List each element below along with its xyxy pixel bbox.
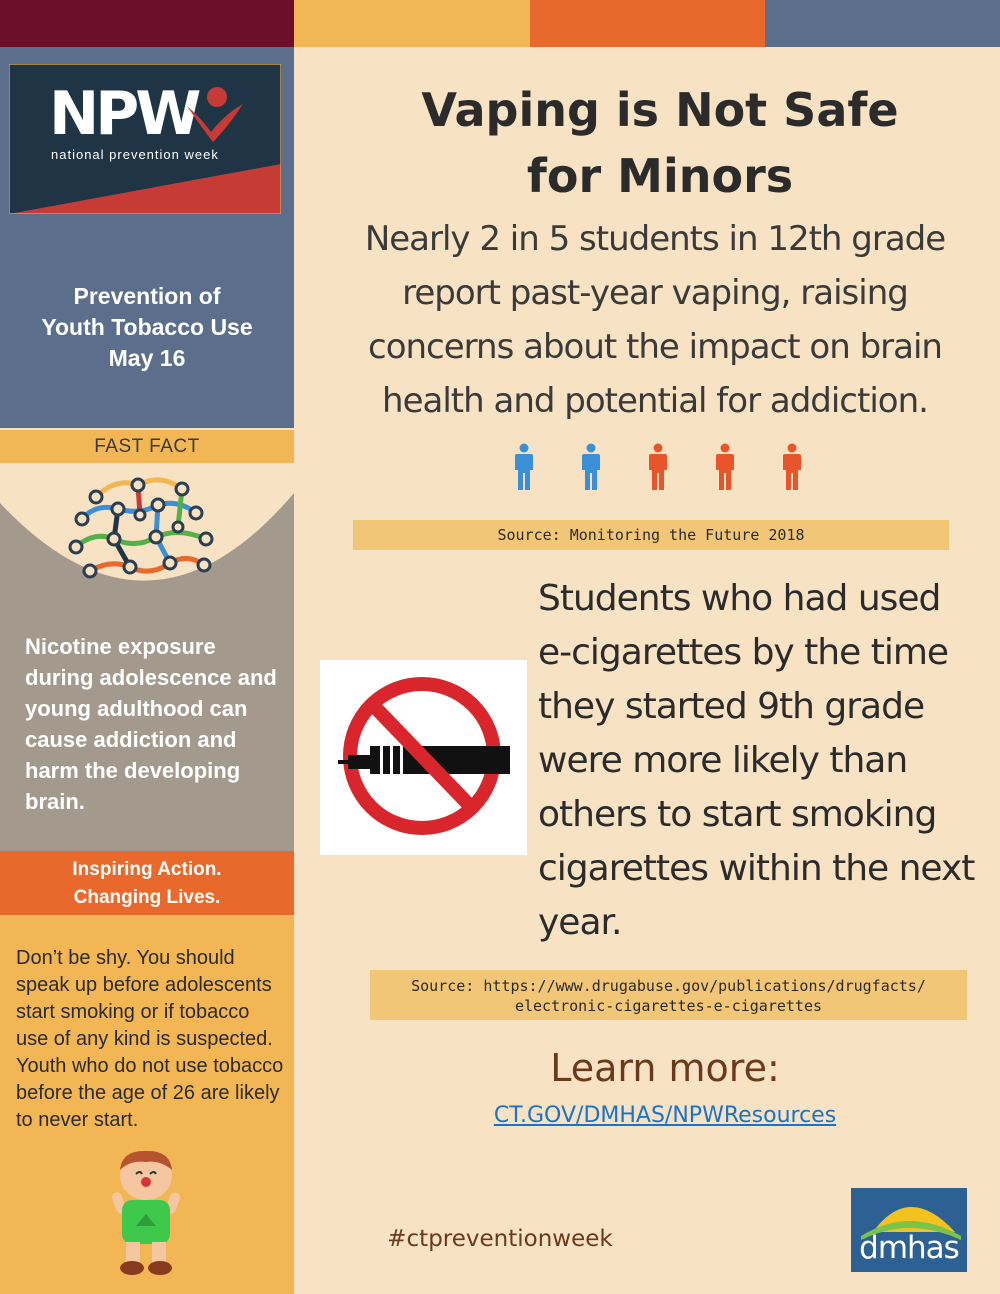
e-cig-fact-line-5: others to start smoking [538,794,937,835]
e-cig-fact-line-6: cigarettes within the next [538,848,975,889]
person-icon-blue [580,443,602,491]
npw-logo-text: NPW [49,79,198,149]
tagline-line-2: Changing Lives. [73,887,221,908]
brain-network-icon [66,467,218,593]
person-icon-blue [513,443,535,491]
main-title-line-1: Vaping is Not Safe [421,83,899,137]
student-figures [505,443,815,491]
lead-line-4: health and potential for addiction. [382,381,928,421]
theme-line-2: Youth Tobacco Use [41,314,253,340]
lead-line-1: Nearly 2 in 5 students in 12th grade [364,219,946,259]
dmhas-logo-text: dmhas [859,1230,959,1266]
source-2-line-2: electronic-cigarettes-e-cigarettes [514,997,823,1015]
person-icon-orange [647,443,669,491]
fast-fact-label: FAST FACT [0,430,294,463]
resources-link[interactable]: CT.GOV/DMHAS/NPWResources [493,1103,837,1128]
source-bar-1 [353,520,949,550]
top-bar-orange [530,0,765,47]
source-1-text: Source: Monitoring the Future 2018 [497,526,805,544]
e-cig-fact [538,572,978,950]
person-icon-orange [781,443,803,491]
person-icon-orange [714,443,736,491]
dmhas-logo [851,1188,967,1272]
main-title-line-2: for Minors [526,149,794,203]
theme-date: May 16 [108,345,186,371]
tagline-bar [0,851,294,915]
cartoon-kid-illustration [100,1148,192,1282]
e-cig-fact-line-2: e-cigarettes by the time [538,632,949,673]
person-check-icon [181,84,245,144]
top-bar-yellow [294,0,530,47]
e-cig-fact-line-3: they started 9th grade [538,686,925,727]
source-bar-2 [370,970,967,1020]
lead-line-3: concerns about the impact on brain [368,327,942,367]
no-vaping-sign [320,660,527,855]
npw-logo-subtitle: national prevention week [51,147,219,162]
learn-more-heading: Learn more: [550,1046,780,1090]
tagline-line-1: Inspiring Action. [72,859,222,880]
lead-line-2: report past-year vaping, raising [402,273,908,313]
e-cig-fact-line-1: Students who had used [538,578,941,619]
npw-logo [9,64,281,214]
lead-text [340,212,970,428]
no-vaping-icon [320,660,527,855]
source-2-line-1: Source: https://www.drugabuse.gov/publications/drugfacts/ [411,977,926,995]
top-bar-maroon [0,0,294,47]
theme-line-1: Prevention of [73,283,221,309]
hashtag: #ctpreventionweek [387,1226,613,1252]
top-bar-slate [765,0,1000,47]
tip-text: Don’t be shy. You should speak up before adolescents start smoking or if tobacco use of any kind is suspected. Youth who do not use tobacco before the age of 26 are likely to never start. [16,947,284,1131]
fast-fact-text: Nicotine exposure during adolescence and young adulthood can cause addiction and harm the developing brain. [25,634,277,814]
e-cig-fact-line-7: year. [538,902,622,943]
e-cig-fact-line-4: were more likely than [538,740,908,781]
